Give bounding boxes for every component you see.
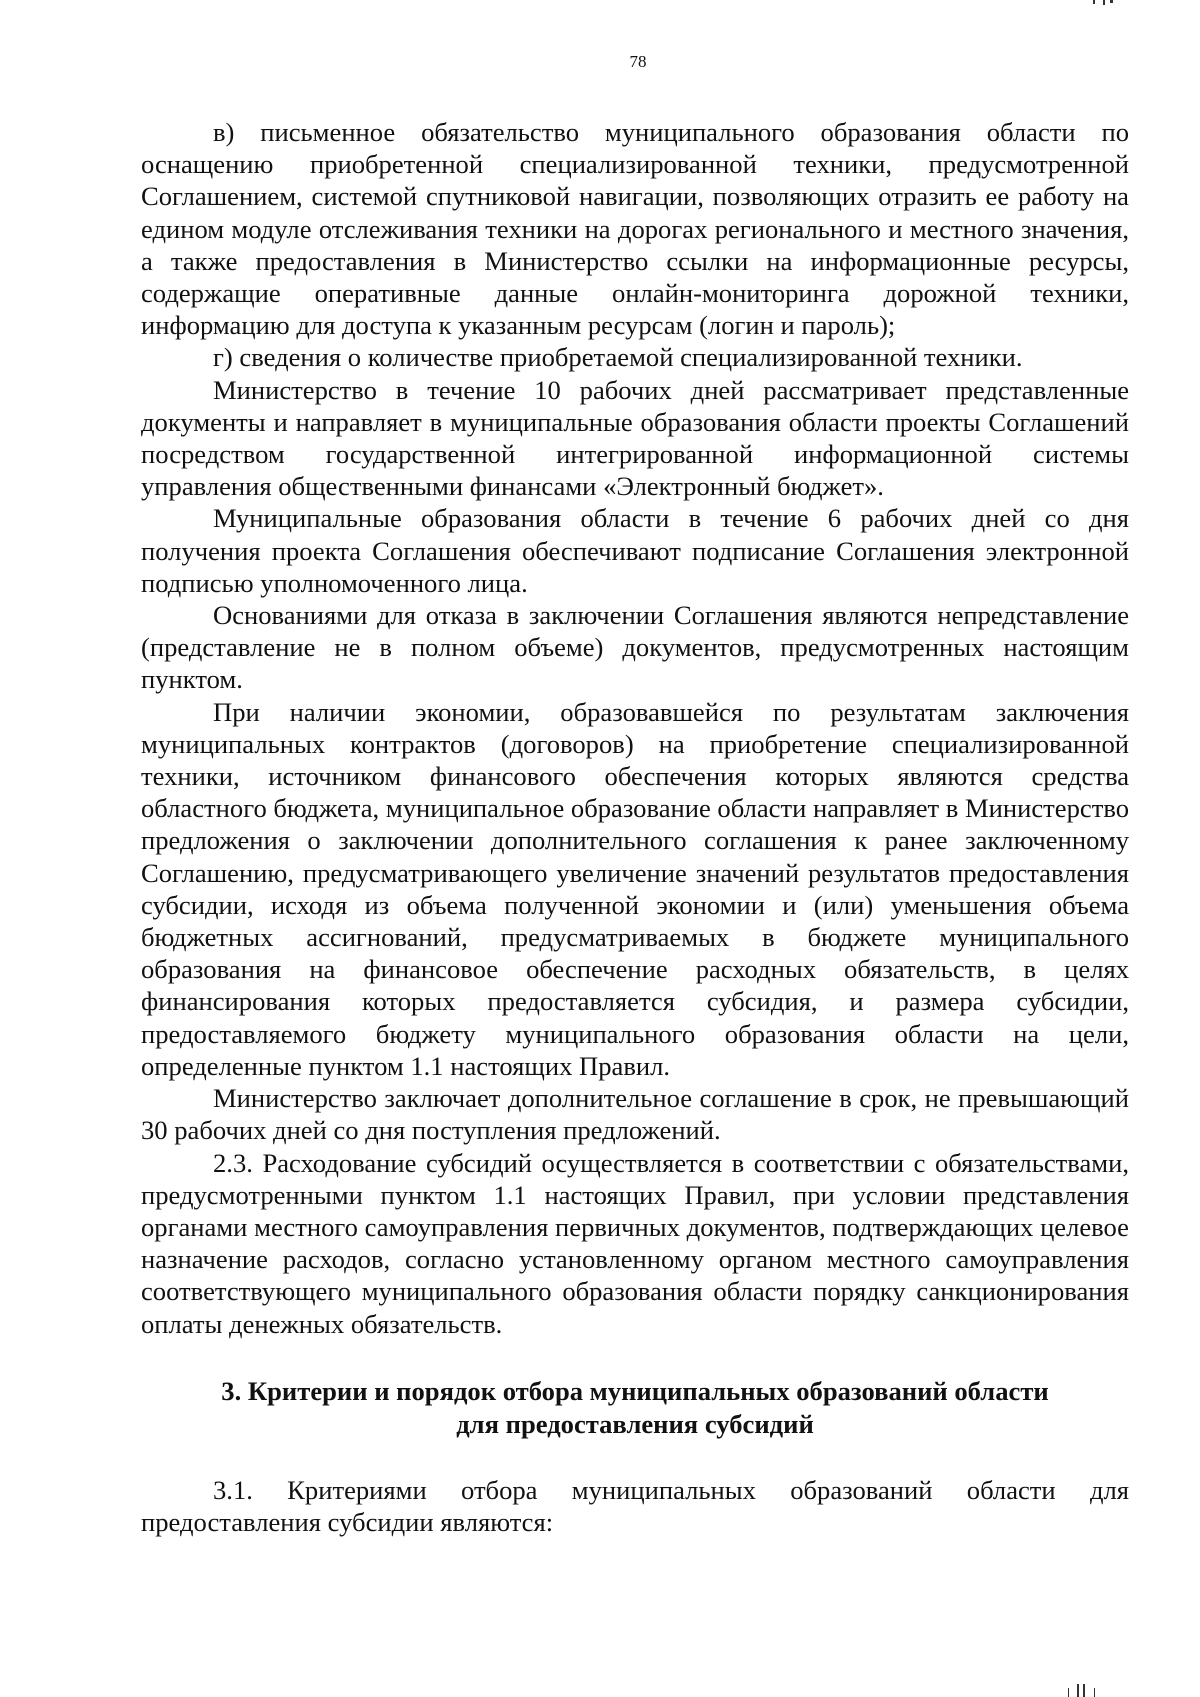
page-number: 78 bbox=[629, 52, 647, 71]
scan-artifact bbox=[1110, 0, 1113, 3]
paragraph-v: в) письменное обязательство муниципального образования области по оснащению приобретенной специализированной техники, предусмотренной Соглашением, системой спутниковой навигации, позволяющих отразить ее работу на едином модуле отслеживания техники на дорогах регионального и местного значения, а также предоставления в Министерство ссылки на информационные ресурсы, содержащие оперативные данные онлайн-мониторинга дорожной техники, информацию для доступа к указанным ресурсам (логин и пароль); bbox=[141, 117, 1129, 341]
paragraph-signing: Муниципальные образования области в течение 6 рабочих дней со дня получения проекта Соглашения обеспечивают подписание Соглашения электронной подписью уполномоченного лица. bbox=[141, 503, 1129, 598]
scan-artifact bbox=[1103, 0, 1105, 5]
paragraph-2-3: 2.3. Расходование субсидий осуществляется в соответствии с обязательствами, предусмотренными пунктом 1.1 настоящих Правил, при условии представления органами местного самоуправления первичных документов, подтверждающих целевое назначение расходов, согласно установленному органом местного самоуправления соответствующего муниципального образования области порядку санкционирования оплаты денежных обязательств. bbox=[141, 1147, 1129, 1339]
scan-artifact bbox=[1083, 1684, 1085, 1697]
paragraph-3-1: 3.1. Критериями отбора муниципальных образований области для предоставления субсидии являются: bbox=[141, 1475, 1129, 1538]
section-heading bbox=[141, 1375, 1129, 1441]
scan-artifact bbox=[1093, 0, 1095, 4]
document-body bbox=[141, 116, 1129, 1340]
section-heading-line-2: для предоставления субсидий bbox=[456, 1409, 814, 1439]
scan-artifact bbox=[1068, 1688, 1069, 1697]
scan-artifact bbox=[1077, 1684, 1079, 1697]
scan-artifact bbox=[1094, 1688, 1095, 1697]
section-body bbox=[141, 1474, 1129, 1538]
paragraph-additional-agreement: Министерство заключает дополнительное соглашение в срок, не превышающий 30 рабочих дней со дня поступления предложений. bbox=[141, 1083, 1129, 1146]
paragraph-ministry-review: Министерство в течение 10 рабочих дней рассматривает представленные документы и направляет в муниципальные образования области проекты Соглашений посредством государственной интегрированной информационной системы управления общественными финансами «Электронный бюджет». bbox=[141, 374, 1129, 502]
section-heading-line-1: 3. Критерии и порядок отбора муниципальных образований области bbox=[221, 1376, 1049, 1406]
paragraph-g: г) сведения о количестве приобретаемой специализированной техники. bbox=[213, 342, 1023, 373]
paragraph-savings: При наличии экономии, образовавшейся по результатам заключения муниципальных контрактов (договоров) на приобретение специализированной техники, источником финансового обеспечения которых являются средства областного бюджета, муниципальное образование области направляет в Министерство предложения о заключении дополнительного соглашения к ранее заключенному Соглашению, предусматривающего увеличение значений результатов предоставления субсидии, исходя из объема полученной экономии и (или) уменьшения объема бюджетных ассигнований, предусматриваемых в бюджете муниципального образования на финансовое обеспечение расходных обязательств, в целях финансирования которых предоставляется субсидия, и размера субсидии, предоставляемого бюджету муниципального образования области на цели, определенные пунктом 1.1 настоящих Правил. bbox=[141, 696, 1129, 1081]
paragraph-refusal-grounds: Основаниями для отказа в заключении Соглашения являются непредставление (представление не в полном объеме) документов, предусмотренных настоящим пунктом. bbox=[141, 600, 1129, 695]
